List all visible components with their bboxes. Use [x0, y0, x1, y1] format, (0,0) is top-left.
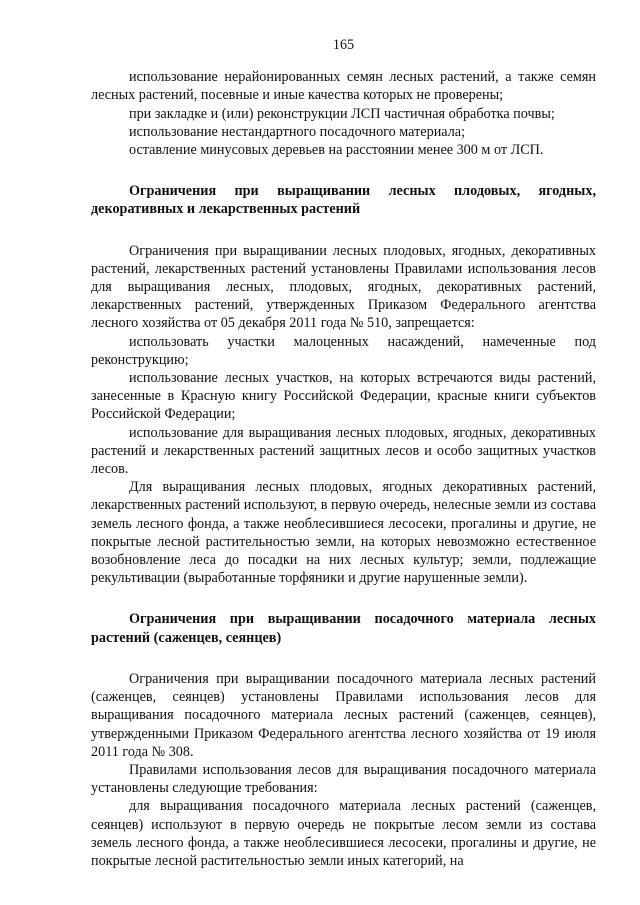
paragraph: использование нерайонированных семян лесных растений, а также семян лесных растений, посевные и иные качества которых не проверены; — [91, 69, 596, 104]
paragraph: при закладке и (или) реконструкции ЛСП частичная обработка почвы; — [129, 105, 555, 122]
page-number: 165 — [332, 37, 355, 53]
paragraph: Для выращивания лесных плодовых, ягодных декоративных растений, лекарственных растений используют, в первую очередь, нелесные земли из состава земель лесного фонда, а также необлесившиеся лесосеки, прогалины и другие, не покрытые лесной растительностью земли, на которых невозможно естественное возобновление леса до посадки на них лесных культур; земли, подлежащие рекультивации (выработанные торфяники и другие нарушенные земли). — [91, 479, 596, 587]
paragraph: для выращивания посадочного материала лесных растений (саженцев, сеянцев) используют в первую очередь не покрытые лесом земли из состава земель лесного фонда, а также необлесившиеся лесосеки, прогалины и другие, не покрытые лесной растительностью земли иных категорий, на — [91, 798, 596, 869]
section-heading: Ограничения при выращивании посадочного материала лесных растений (саженцев, сеянцев) — [91, 611, 596, 646]
paragraph: оставление минусовых деревьев на расстоянии менее 300 м от ЛСП. — [129, 142, 544, 159]
paragraph: Ограничения при выращивании лесных плодовых, ягодных, декоративных растений, лекарственных растений установлены Правилами использования лесов для выращивания лесных, плодовых, ягодных, декоративных растений, лекарственных растений, утвержденных Приказом Федерального агентства лесного хозяйства от 05 декабря 2011 года № 510, запрещается: — [91, 242, 596, 332]
paragraph: использование нестандартного посадочного материала; — [129, 123, 466, 140]
section-heading: Ограничения при выращивании лесных плодовых, ягодных, декоративных и лекарственных растений — [91, 183, 596, 218]
paragraph: использовать участки малоценных насаждений, намеченные под реконструкцию; — [91, 333, 596, 368]
paragraph: Правилами использования лесов для выращивания посадочного материала установлены следующие требования: — [91, 761, 596, 797]
paragraph: использование лесных участков, на которых встречаются виды растений, занесенные в Красную книгу Российской Федерации, красные книги субъектов Российской Федерации; — [91, 370, 596, 423]
paragraph: использование для выращивания лесных плодовых, ягодных, декоративных растений и лекарственных растений защитных лесов и особо защитных участков лесов. — [91, 424, 596, 478]
paragraph: Ограничения при выращивании посадочного материала лесных растений (саженцев, сеянцев) установлены Правилами использования лесов для выращивания посадочного материала лесных растений (саженцев, сеянцев), утвержденными Приказом Федерального агентства лесного хозяйства от 19 июля 2011 года № 308. — [91, 670, 596, 760]
